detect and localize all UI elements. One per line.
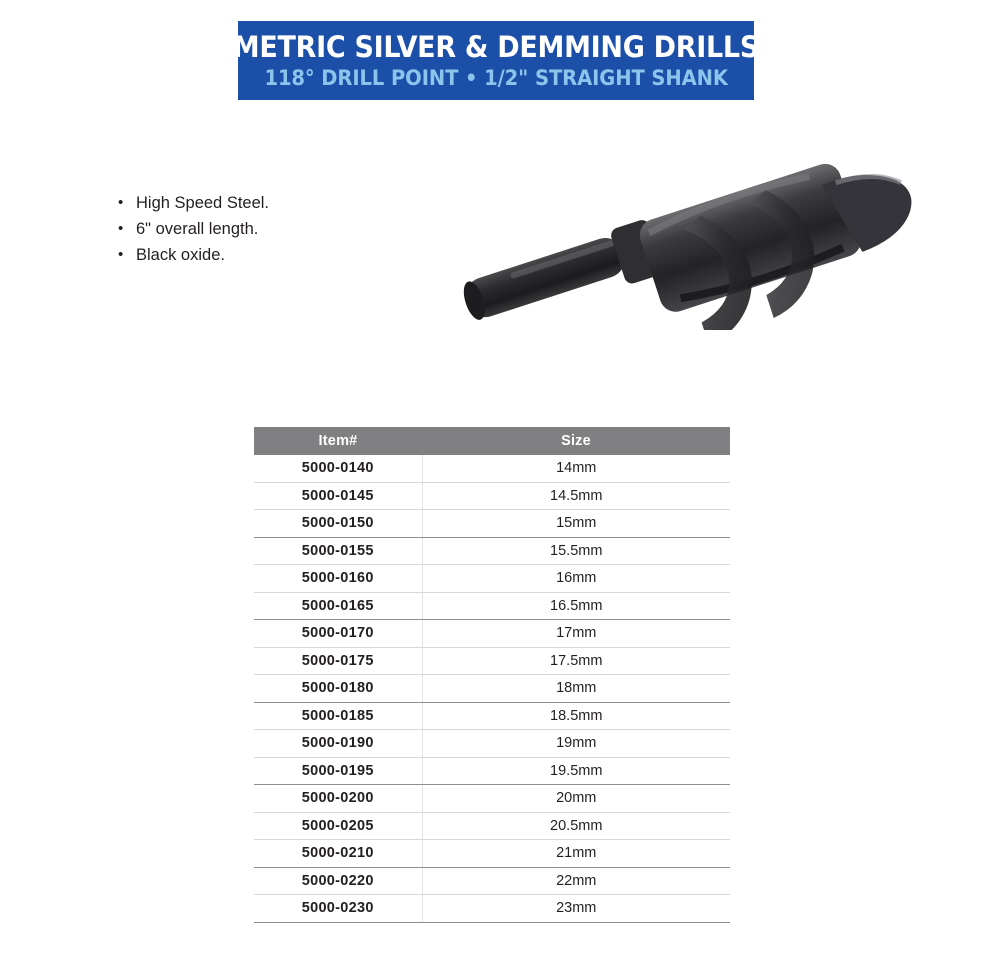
cell-item: 5000-0220 (254, 867, 422, 895)
list-item (118, 216, 418, 242)
table-row[interactable] (254, 455, 730, 482)
cell-item: 5000-0185 (254, 702, 422, 730)
cell-size: 16.5mm (422, 592, 730, 620)
page-title: METRIC SILVER & DEMMING DRILLS (232, 29, 760, 64)
table-row[interactable] (254, 565, 730, 593)
cell-item: 5000-0140 (254, 455, 422, 482)
cell-item: 5000-0175 (254, 647, 422, 675)
table-row[interactable] (254, 620, 730, 648)
spec-table (254, 427, 730, 923)
table-row[interactable] (254, 757, 730, 785)
cell-item: 5000-0210 (254, 840, 422, 868)
table-header (254, 427, 730, 455)
cell-size: 21mm (422, 840, 730, 868)
feature-text: 6" overall length. (136, 220, 259, 238)
feature-text: Black oxide. (136, 246, 225, 264)
table-row[interactable] (254, 482, 730, 510)
cell-item: 5000-0170 (254, 620, 422, 648)
cell-size: 19.5mm (422, 757, 730, 785)
cell-item: 5000-0190 (254, 730, 422, 758)
cell-size: 18mm (422, 675, 730, 703)
cell-item: 5000-0200 (254, 785, 422, 813)
bullet-icon: • (118, 194, 124, 211)
cell-size: 20mm (422, 785, 730, 813)
cell-size: 17.5mm (422, 647, 730, 675)
feature-text: High Speed Steel. (136, 194, 270, 212)
table-row[interactable] (254, 592, 730, 620)
feature-list (118, 190, 418, 268)
cell-item: 5000-0165 (254, 592, 422, 620)
table-row[interactable] (254, 812, 730, 840)
cell-size: 17mm (422, 620, 730, 648)
bullet-icon: • (118, 246, 124, 263)
cell-size: 23mm (422, 895, 730, 923)
cell-item: 5000-0180 (254, 675, 422, 703)
cell-item: 5000-0230 (254, 895, 422, 923)
table-row[interactable] (254, 675, 730, 703)
cell-item: 5000-0160 (254, 565, 422, 593)
product-image (455, 120, 965, 330)
table-row[interactable] (254, 867, 730, 895)
drill-bit-illustration (455, 120, 965, 330)
cell-size: 15mm (422, 510, 730, 538)
table-row[interactable] (254, 702, 730, 730)
table-row[interactable] (254, 510, 730, 538)
table-row[interactable] (254, 537, 730, 565)
column-header-size: Size (422, 427, 730, 455)
header-banner (232, 21, 760, 100)
bullet-icon: • (118, 220, 124, 237)
table-row[interactable] (254, 895, 730, 923)
table-row[interactable] (254, 730, 730, 758)
cell-size: 20.5mm (422, 812, 730, 840)
table-row[interactable] (254, 647, 730, 675)
page-subtitle: 118° DRILL POINT • 1/2" STRAIGHT SHANK (264, 65, 728, 90)
cell-item: 5000-0205 (254, 812, 422, 840)
cell-item: 5000-0195 (254, 757, 422, 785)
cell-size: 14mm (422, 455, 730, 482)
table-row[interactable] (254, 840, 730, 868)
cell-item: 5000-0155 (254, 537, 422, 565)
cell-size: 15.5mm (422, 537, 730, 565)
cell-item: 5000-0150 (254, 510, 422, 538)
table-body (254, 455, 730, 922)
cell-size: 22mm (422, 867, 730, 895)
cell-size: 16mm (422, 565, 730, 593)
cell-size: 14.5mm (422, 482, 730, 510)
cell-size: 18.5mm (422, 702, 730, 730)
list-item (118, 242, 418, 268)
cell-item: 5000-0145 (254, 482, 422, 510)
cell-size: 19mm (422, 730, 730, 758)
table-row[interactable] (254, 785, 730, 813)
column-header-item: Item# (254, 427, 422, 455)
table-header-row (254, 427, 730, 455)
list-item (118, 190, 418, 216)
